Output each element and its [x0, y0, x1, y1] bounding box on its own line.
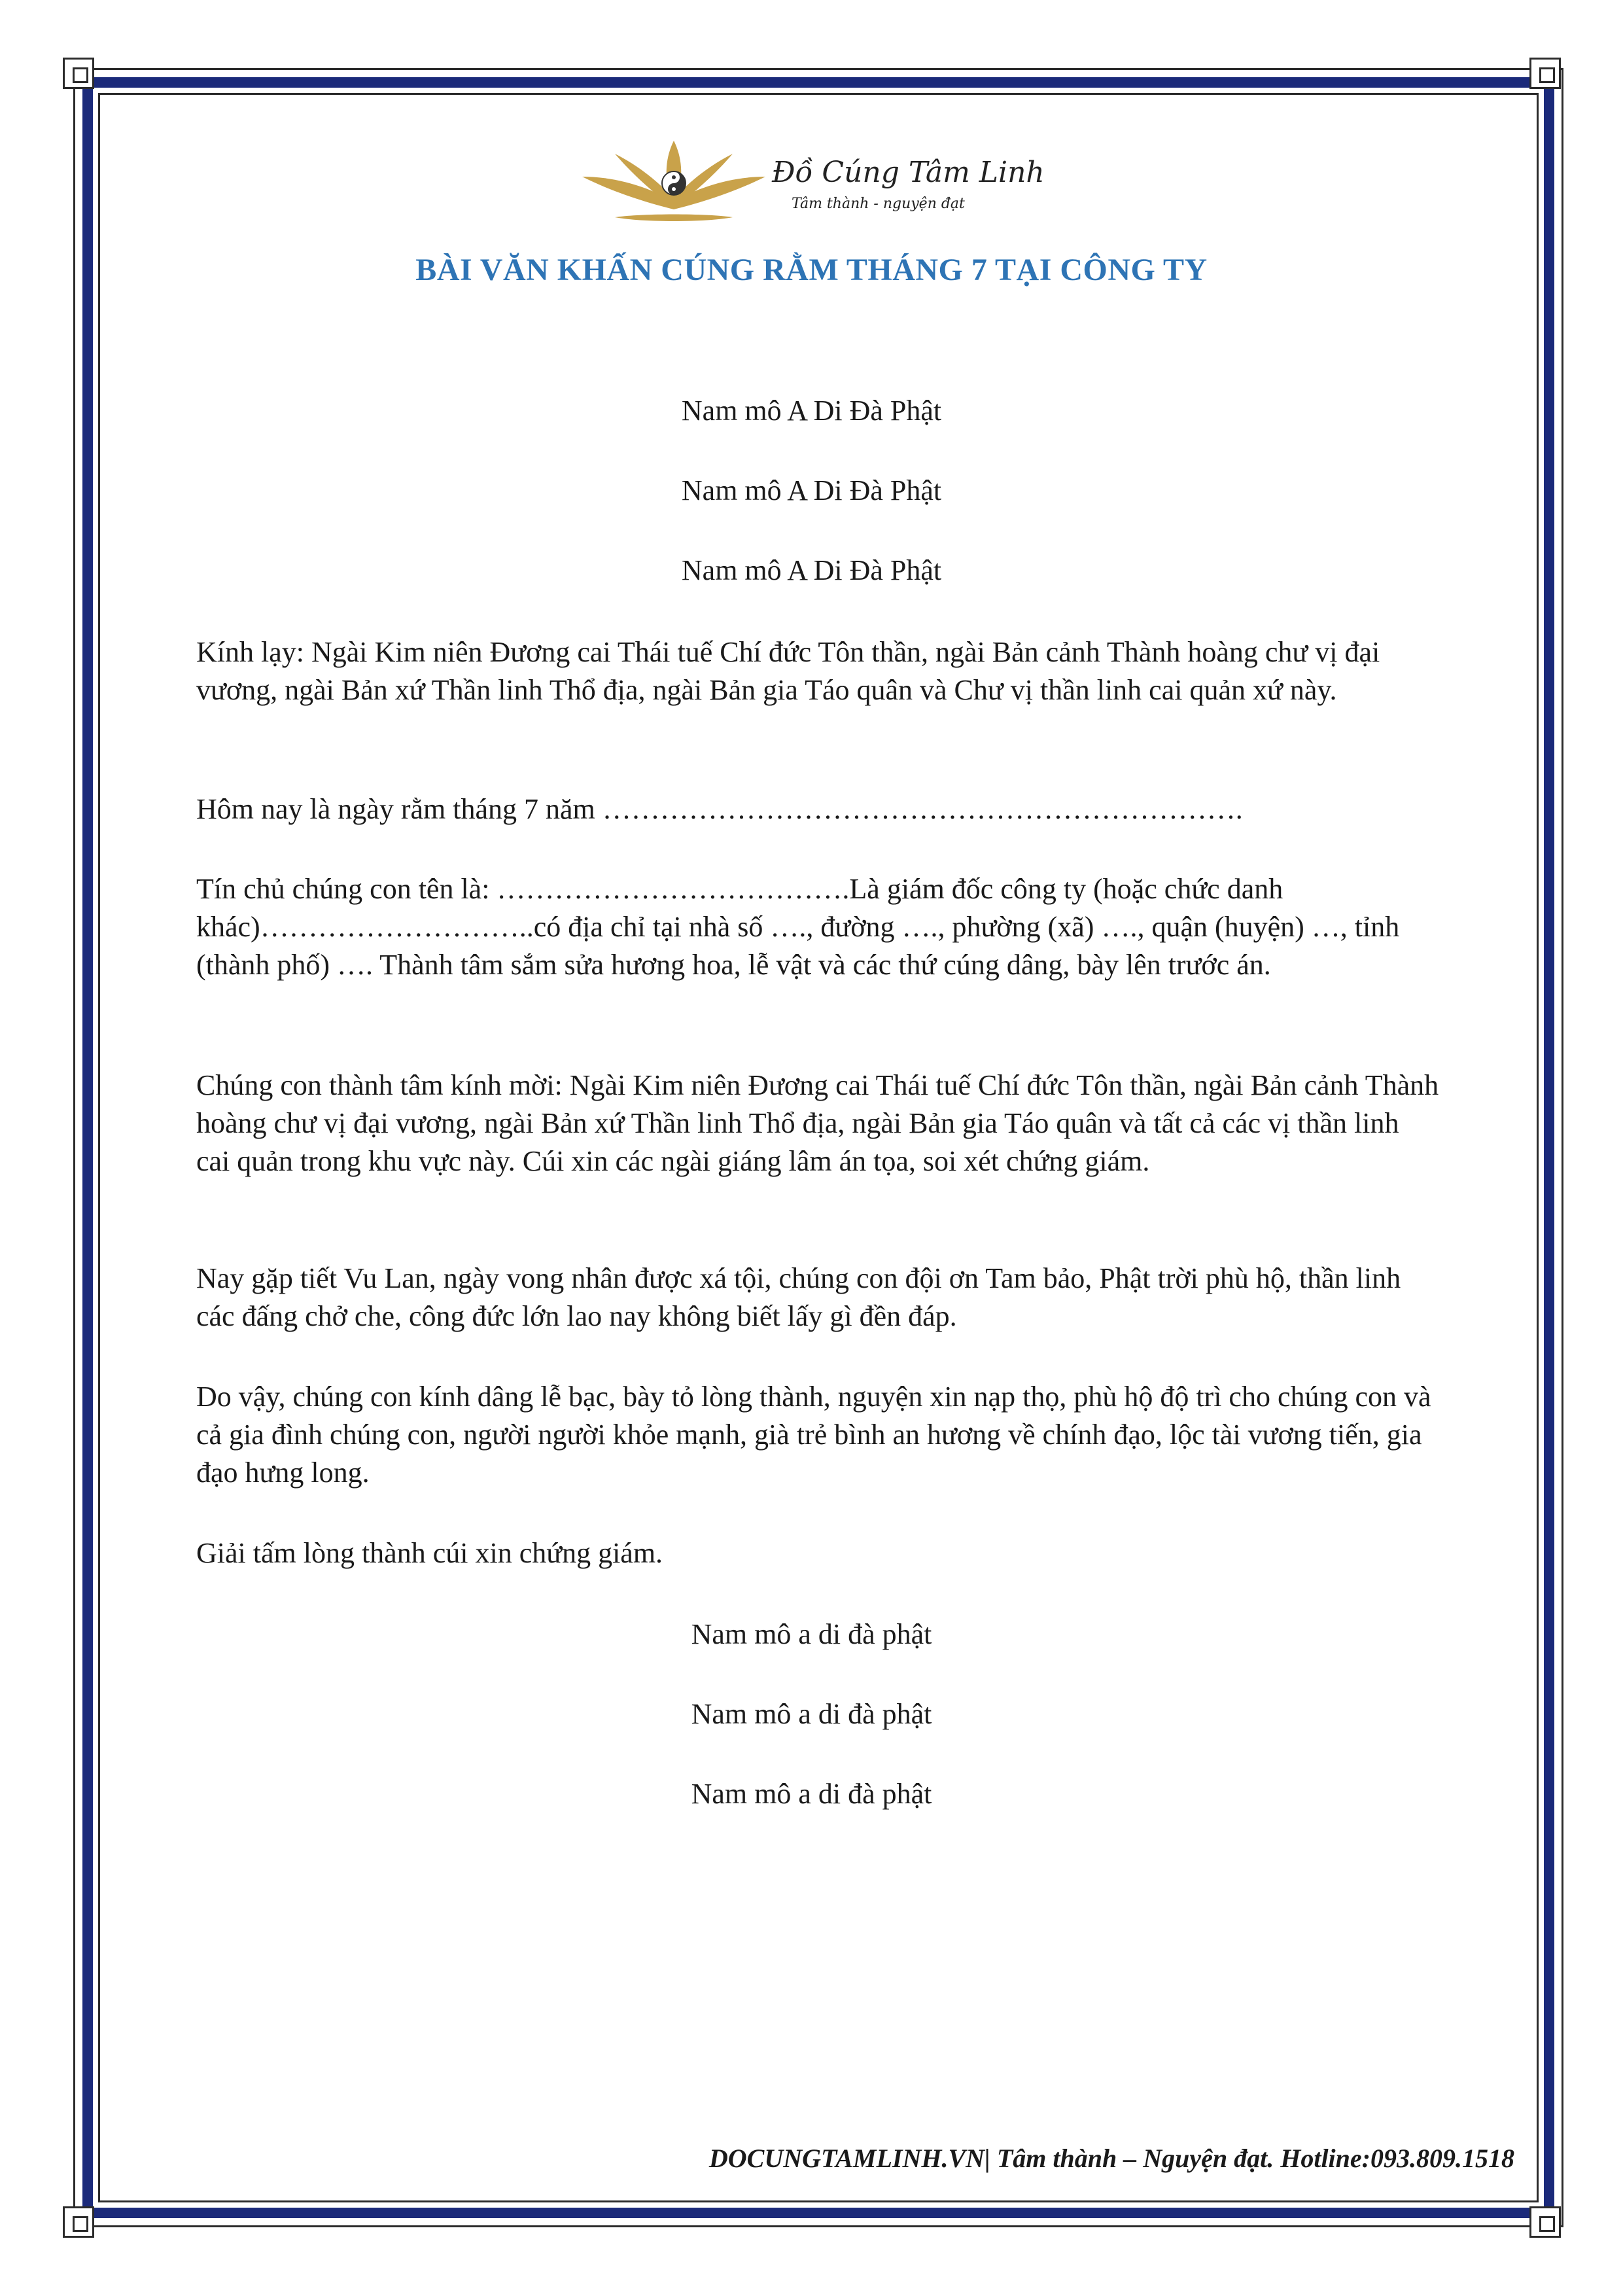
paragraph-invitation: Chúng con thành tâm kính mời: Ngài Kim niên Đương cai Thái tuế Chí đức Tôn thần, ngài Bản cảnh Thành hoàng chư vị đại vương, ngài Bản xứ Thần linh Thổ địa, ngài Bản gia Táo quân và tất cả các vị thần linh cai quản trong khu vực này. Cúi xin các ngài giáng lâm án tọa, soi xét chứng giám. [196, 1069, 1439, 1177]
svg-text:Tâm thành - nguyện đạt: Tâm thành - nguyện đạt [792, 196, 965, 212]
document-title: BÀI VĂN KHẤN CÚNG RẰM THÁNG 7 TẠI CÔNG TY [415, 253, 1208, 287]
closing-invocation: Nam mô a di đà phật [691, 1618, 932, 1650]
corner-ornament-bottom-right [1529, 2206, 1561, 2238]
paragraph-vu-lan: Nay gặp tiết Vu Lan, ngày vong nhân được xá tội, chúng con đội ơn Tam bảo, Phật trời phù hộ, thần linh các đấng chở che, công đức lớn lao nay không biết lấy gì đền đáp. [196, 1262, 1401, 1332]
corner-ornament-top-right [1529, 58, 1561, 89]
paragraph-kinh-lay: Kính lạy: Ngài Kim niên Đương cai Thái tuế Chí đức Tôn thần, ngài Bản cảnh Thành hoàng chư vị đại vương, ngài Bản xứ Thần linh Thổ địa, ngài Bản gia Táo quân và Chư vị thần linh cai quản xứ này. [196, 636, 1380, 706]
paragraph-tin-chu: Tín chủ chúng con tên là: ……………………………….Là giám đốc công ty (hoặc chức danh khác)………………………..có địa chỉ tại nhà số …., đường …., phường (xã) …., quận (huyện) …, tỉnh (thành phố) …. Thành tâm sắm sửa hương hoa, lễ vật và các thứ cúng dâng, bày lên trước án. [196, 873, 1400, 981]
svg-text:Đồ Cúng Tâm Linh: Đồ Cúng Tâm Linh [772, 156, 1045, 189]
closing-invocation: Nam mô a di đà phật [691, 1778, 932, 1810]
paragraph-conclusion: Giải tấm lòng thành cúi xin chứng giám. [196, 1537, 663, 1569]
corner-ornament-top-left [63, 58, 94, 89]
paragraph-offering: Do vậy, chúng con kính dâng lễ bạc, bày tỏ lòng thành, nguyện xin nạp thọ, phù hộ độ trì cho chúng con và cả gia đình chúng con, người người khỏe mạnh, già trẻ bình an hương về chính đạo, lộc tài vương tiến, gia đạo hưng long. [196, 1381, 1431, 1489]
footer-contact: DOCUNGTAMLINH.VN| Tâm thành – Nguyện đạt. Hotline:093.809.1518 [708, 2144, 1514, 2173]
brand-logo [576, 131, 1045, 229]
corner-ornament-bottom-left [63, 2206, 94, 2238]
lotus-logo-icon [576, 131, 1045, 229]
closing-invocation: Nam mô a di đà phật [691, 1698, 932, 1730]
opening-invocation: Nam mô A Di Đà Phật [681, 554, 942, 586]
paragraph-date: Hôm nay là ngày rằm tháng 7 năm …………………………………………………………. [196, 793, 1243, 825]
opening-invocation: Nam mô A Di Đà Phật [681, 395, 942, 427]
opening-invocation: Nam mô A Di Đà Phật [681, 474, 942, 506]
